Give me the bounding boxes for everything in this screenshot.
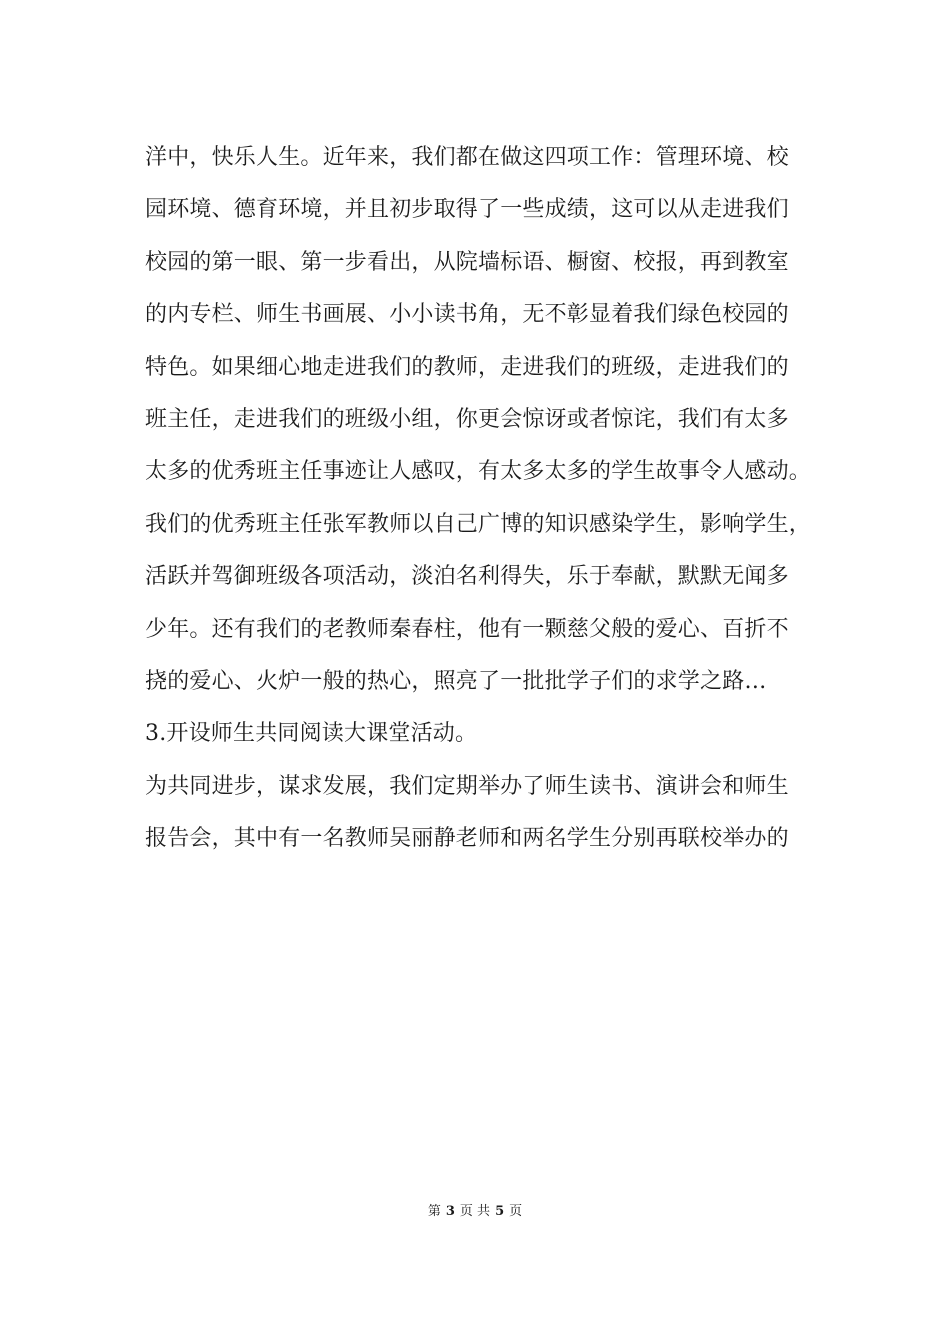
text-line: 报告会，其中有一名教师吴丽静老师和两名学生分别再联校举办的: [145, 826, 789, 852]
text-line: 少年。还有我们的老教师秦春柱，他有一颗慈父般的爱心、百折不: [145, 616, 789, 642]
footer-middle: 页 共: [459, 1204, 491, 1219]
body-text: [145, 132, 825, 865]
text-line: 校园的第一眼、第一步看出，从院墙标语、橱窗、校报，再到教室: [145, 249, 789, 275]
footer-prefix: 第: [427, 1204, 441, 1219]
text-line: 特色。如果细心地走进我们的教师，走进我们的班级，走进我们的: [145, 354, 789, 380]
text-line: 班主任，走进我们的班级小组，你更会惊讶或者惊诧，我们有太多: [145, 406, 789, 432]
text-line: 为共同进步，谋求发展，我们定期举办了师生读书、演讲会和师生: [145, 773, 789, 799]
section-heading: 3.开设师生共同阅读大课堂活动。: [145, 721, 478, 747]
text-line: 园环境、德育环境，并且初步取得了一些成绩，这可以从走进我们: [145, 197, 789, 223]
footer-suffix: 页: [509, 1204, 523, 1219]
text-line: 洋中，快乐人生。近年来，我们都在做这四项工作：管理环境、校: [145, 145, 789, 170]
text-line: 我们的优秀班主任张军教师以自己广博的知识感染学生，影响学生，: [145, 511, 812, 537]
text-line: 挠的爱心、火炉一般的热心，照亮了一批批学子们的求学之路…: [145, 668, 767, 694]
current-page-number: 3: [445, 1204, 455, 1219]
text-line: 太多的优秀班主任事迹让人感叹，有太多太多的学生故事令人感动。: [145, 459, 812, 485]
text-line: 的内专栏、师生书画展、小小读书角，无不彰显着我们绿色校园的: [145, 302, 789, 328]
text-line: 活跃并驾御班级各项活动，淡泊名利得失，乐于奉献，默默无闻多: [145, 564, 789, 590]
total-pages-number: 5: [495, 1204, 505, 1219]
page-footer: [0, 1203, 950, 1221]
